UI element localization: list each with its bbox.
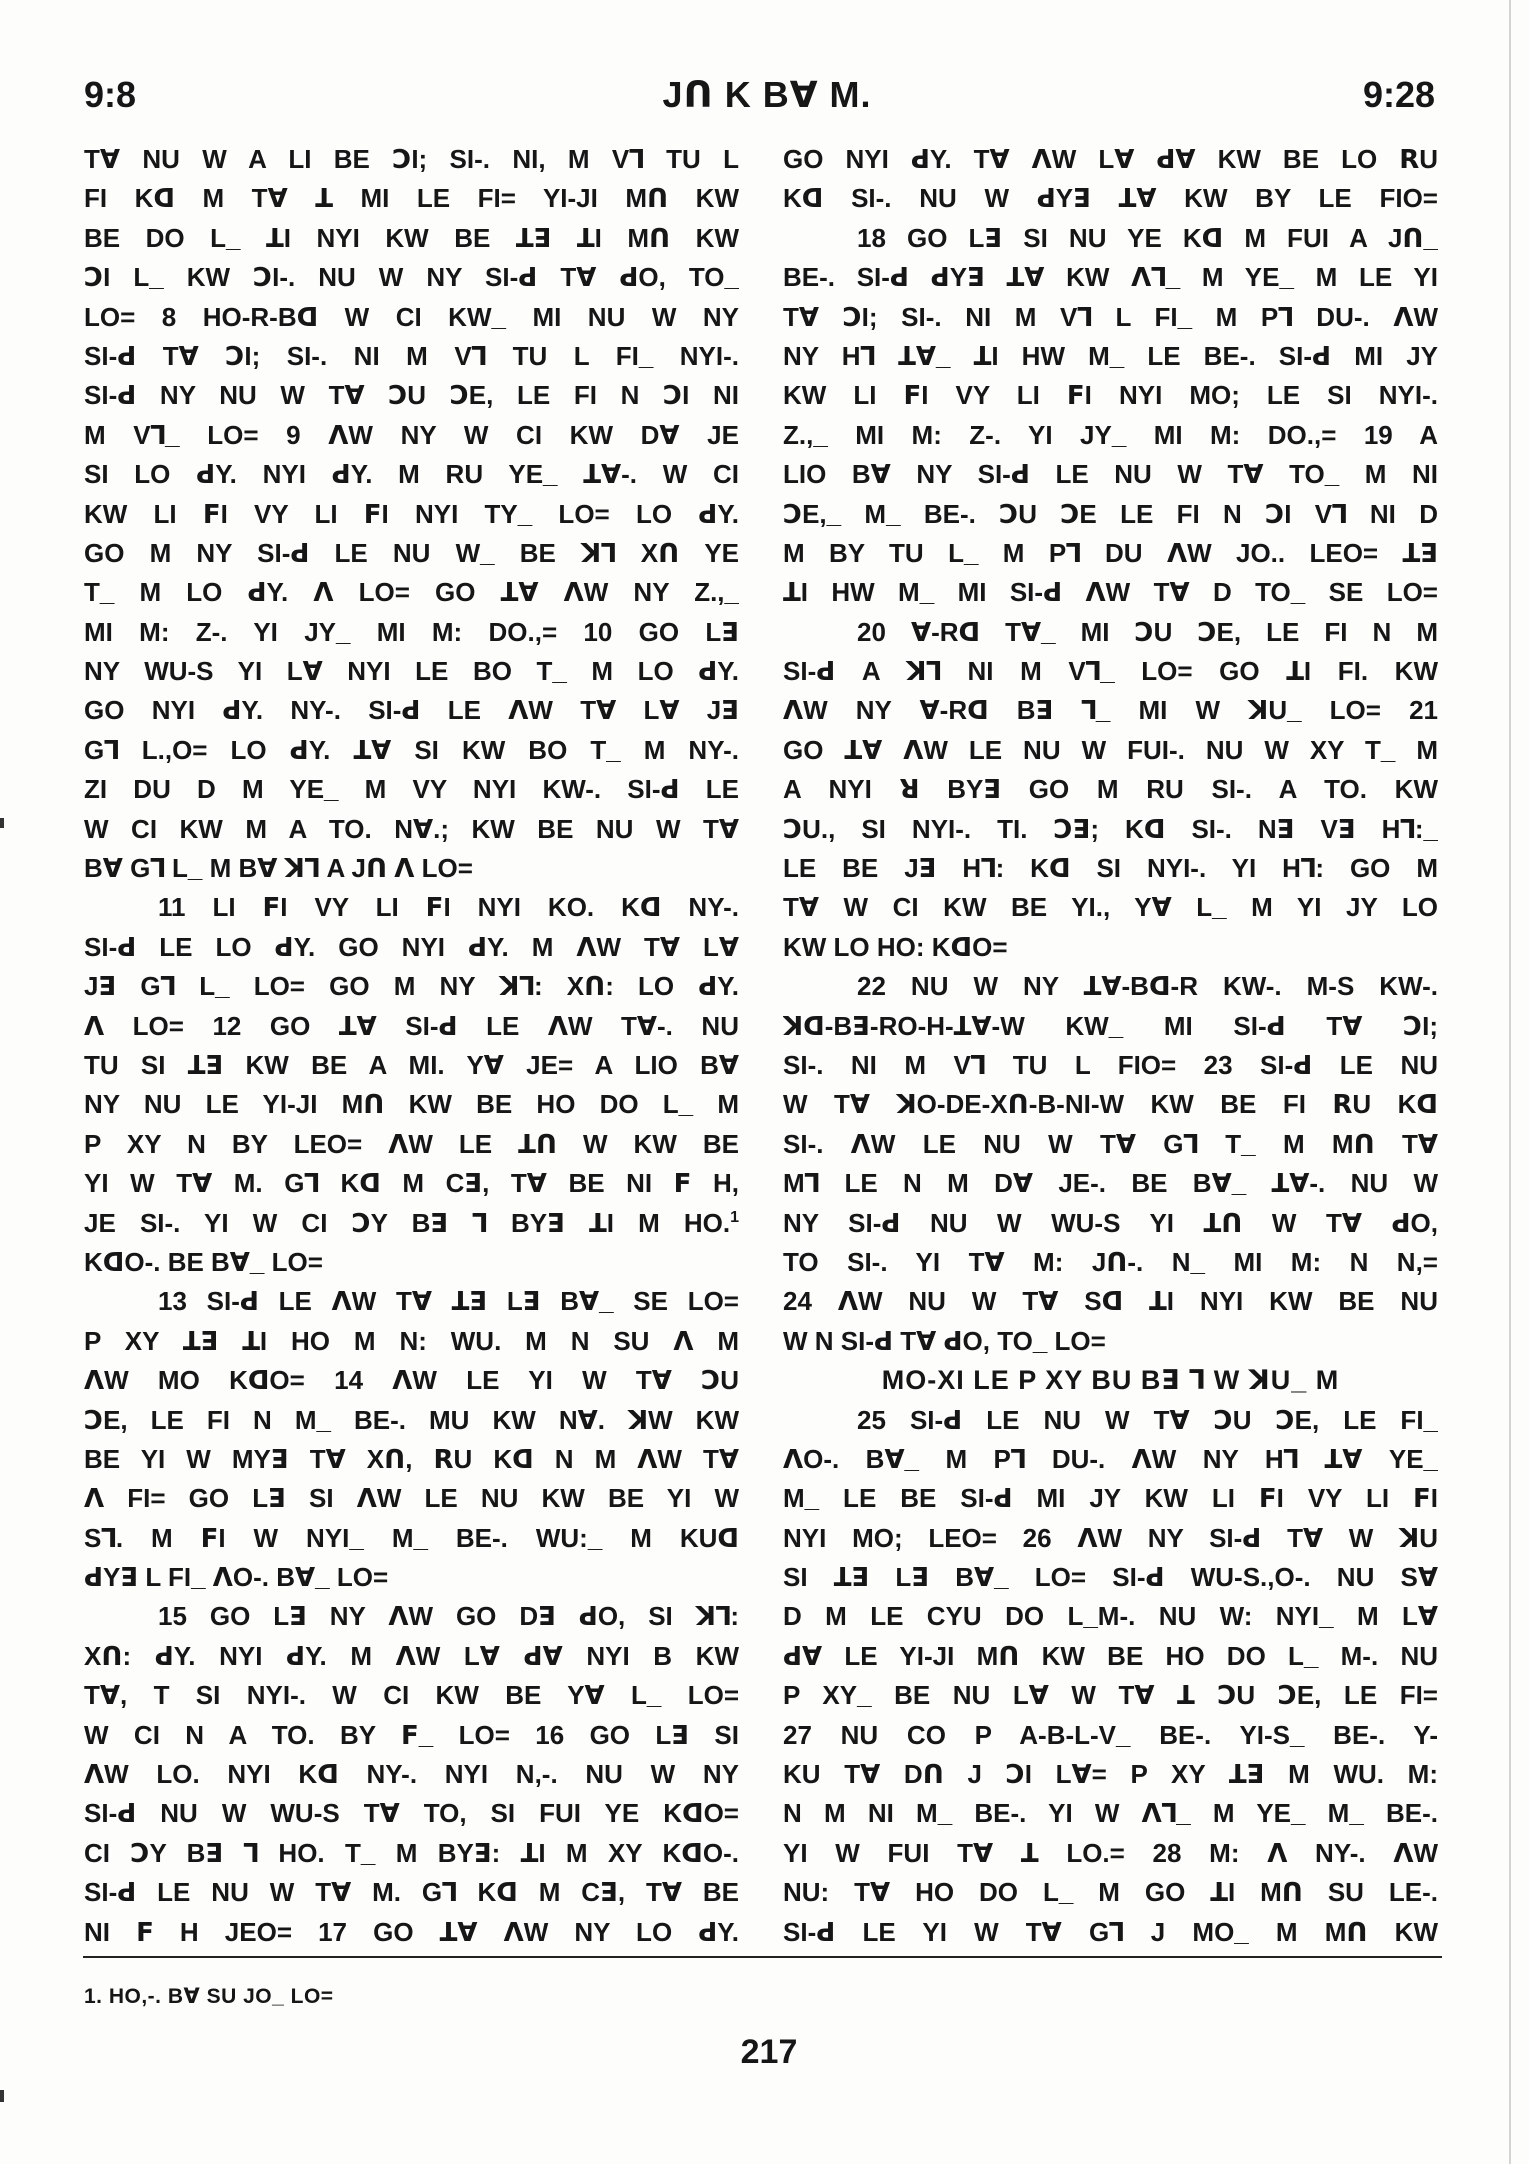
text-line bbox=[84, 1007, 739, 1046]
text-line bbox=[783, 1913, 1438, 1952]
line-text: GO NYI ꓒY. NY-. SI-ꓒ LE ꓥW Tꓯ Lꓯ Jꓱ bbox=[84, 695, 739, 726]
line-text: ꓥO-. Bꓯ_ M Pꓶ DU-. ꓥW NY Hꓶ ꓕꓯ YE_ bbox=[783, 1443, 1438, 1474]
text-line bbox=[783, 1716, 1438, 1755]
text-line bbox=[783, 1282, 1438, 1321]
line-text: KW LI ꓝI VY LI ꓝI NYI MO; LE SI NYI-. bbox=[783, 380, 1438, 411]
text-line bbox=[84, 1361, 739, 1400]
line-text: YI W Tꓯ M. Gꓶ Kꓷ M Cꓱ, Tꓯ BE NI ꓝ H, bbox=[84, 1168, 739, 1199]
text-line bbox=[84, 1597, 739, 1636]
text-line bbox=[84, 849, 739, 888]
line-text: Kꓷ SI-. NU W ꓒYꓱ ꓕꓯ KW BY LE FIO= bbox=[783, 183, 1438, 214]
text-line bbox=[84, 179, 739, 218]
line-text: TO SI-. YI Tꓯ M: Jꓵ-. N_ MI M: N N,= bbox=[783, 1246, 1438, 1277]
line-text: ꓥW MO KꓷO= 14 ꓥW LE YI W Tꓯ ꓛU bbox=[84, 1365, 739, 1396]
text-line bbox=[84, 455, 739, 494]
line-text: 24 ꓥW NU W Tꓯ Sꓷ ꓕI NYI KW BE NU bbox=[783, 1286, 1438, 1317]
line-text: D M LE CYU DO L_M-. NU W: NYI_ M Lꓯ bbox=[783, 1601, 1438, 1632]
line-text: 20 ꓯ-Rꓷ Tꓯ_ MI ꓛU ꓛE, LE FI N M bbox=[857, 616, 1438, 647]
line-text: NY NU LE YI-JI Mꓵ KW BE HO DO L_ M bbox=[84, 1089, 739, 1120]
line-text: GO NYI ꓒY. Tꓯ ꓥW Lꓯ ꓒꓯ KW BE LO ꓣU bbox=[783, 144, 1438, 174]
text-line bbox=[84, 1676, 739, 1715]
line-text: Gꓶ L.,O= LO ꓒY. ꓕꓯ SI KW BO T_ M NY-. bbox=[84, 734, 739, 765]
text-line bbox=[783, 219, 1438, 258]
line-text: A NYI ꓤ BYꓱ GO M RU SI-. A TO. KW bbox=[783, 774, 1438, 805]
line-text: YI W FUI Tꓯ ꓕ LO.= 28 M: ꓥ NY-. ꓥW bbox=[783, 1837, 1438, 1868]
line-text: KꓷO-. BE Bꓯ_ LO= bbox=[84, 1246, 323, 1277]
line-text: Mꓶ LE N M Dꓯ JE-. BE Bꓯ_ ꓕꓯ-. NU W bbox=[783, 1168, 1438, 1199]
line-text: W CI KW M A TO. Nꓯ.; KW BE NU W Tꓯ bbox=[84, 813, 739, 844]
line-text: CI ꓛY Bꓱ ꓶ HO. T_ M BYꓱ: ꓕI M XY KꓷO-. bbox=[84, 1837, 739, 1868]
text-line bbox=[783, 179, 1438, 218]
line-text: KU Tꓯ Dꓵ J ꓛI Lꓯ= P XY ꓕꓱ M WU. M: bbox=[783, 1759, 1438, 1790]
footnote: 1. HO,-. Bꓯ SU JO_ LO= bbox=[84, 1985, 334, 2008]
line-text: NU: Tꓯ HO DO L_ M GO ꓕI Mꓵ SU LE-. bbox=[783, 1877, 1438, 1908]
line-text: KW LI ꓝI VY LI ꓝI NYI TY_ LO= LO ꓒY. bbox=[84, 498, 739, 529]
line-text: NY Hꓶ ꓕꓯ_ ꓕI HW M_ LE BE-. SI-ꓒ MI JY bbox=[783, 340, 1438, 371]
text-line bbox=[783, 455, 1438, 494]
text-line bbox=[783, 376, 1438, 415]
text-line bbox=[783, 1755, 1438, 1794]
text-line bbox=[783, 1440, 1438, 1479]
line-text: M BY TU L_ M Pꓶ DU ꓥW JO.. LEO= ꓕꓱ bbox=[783, 537, 1438, 568]
line-text: MI M: Z-. YI JY_ MI M: DO.,= 10 GO Lꓱ bbox=[84, 616, 739, 647]
line-text: LO= 8 HO-R-Bꓷ W CI KW_ MI NU W NY bbox=[84, 301, 739, 332]
text-line bbox=[783, 534, 1438, 573]
line-text: GO M NY SI-ꓒ LE NU W_ BE ꓘꓶ Xꓵ YE bbox=[84, 537, 739, 568]
text-line bbox=[84, 1440, 739, 1479]
text-line bbox=[783, 613, 1438, 652]
text-line bbox=[783, 1597, 1438, 1636]
line-text: 11 LI ꓝI VY LI ꓝI NYI KO. Kꓷ NY-. bbox=[158, 892, 739, 923]
text-line bbox=[84, 298, 739, 337]
line-text: P XY_ BE NU Lꓯ W Tꓯ ꓕ ꓛU ꓛE, LE FI= bbox=[783, 1680, 1438, 1711]
line-text: Tꓯ, T SI NYI-. W CI KW BE Yꓯ L_ LO= bbox=[84, 1680, 739, 1711]
text-line bbox=[84, 1913, 739, 1952]
line-text: JE SI-. YI W CI ꓛY Bꓱ ꓶ BYꓱ ꓕI M HO. bbox=[84, 1207, 731, 1238]
text-line bbox=[783, 573, 1438, 612]
line-text: SI ꓕꓱ Lꓱ Bꓯ_ LO= SI-ꓒ WU-S.,O-. NU Sꓯ bbox=[783, 1562, 1438, 1593]
line-text: BE YI W MYꓱ Tꓯ Xꓵ, ꓣU Kꓷ N M ꓥW Tꓯ bbox=[84, 1443, 739, 1474]
text-line bbox=[84, 1046, 739, 1085]
section-heading-text: MO-XI LE P XY BU Bꓱ ꓶ W ꓘU_ M bbox=[881, 1365, 1340, 1396]
line-text: SI-ꓒ A ꓘꓶ NI M Vꓶ_ LO= GO ꓕI FI. KW bbox=[783, 656, 1438, 687]
line-text: FI Kꓷ M Tꓯ ꓕ MI LE FI= YI-JI Mꓵ KW bbox=[84, 183, 739, 214]
text-line bbox=[84, 1479, 739, 1518]
line-text: 25 SI-ꓒ LE NU W Tꓯ ꓛU ꓛE, LE FI_ bbox=[857, 1404, 1438, 1435]
text-line bbox=[783, 1873, 1438, 1912]
page-edge-shadow bbox=[1509, 0, 1511, 2164]
text-line bbox=[84, 928, 739, 967]
text-line bbox=[783, 928, 1438, 967]
line-text: ꓥ FI= GO Lꓱ SI ꓥW LE NU KW BE YI W bbox=[84, 1483, 739, 1514]
text-line bbox=[783, 967, 1438, 1006]
text-line bbox=[783, 1204, 1438, 1243]
line-text: SI-. ꓥW LE NU W Tꓯ Gꓶ T_ M Mꓵ Tꓯ bbox=[783, 1128, 1438, 1159]
line-text: W N SI-ꓒ Tꓯ ꓒO, TO_ LO= bbox=[783, 1325, 1106, 1356]
text-line bbox=[783, 258, 1438, 297]
text-line bbox=[84, 691, 739, 730]
line-text: W CI N A TO. BY ꓝ_ LO= 16 GO Lꓱ SI bbox=[84, 1719, 739, 1750]
line-text: 13 SI-ꓒ LE ꓥW Tꓯ ꓕꓱ Lꓱ Bꓯ_ SE LO= bbox=[158, 1286, 739, 1317]
line-text: P XY N BY LEO= ꓥW LE ꓕꓵ W KW BE bbox=[84, 1128, 739, 1159]
text-line bbox=[84, 1637, 739, 1676]
text-line bbox=[783, 298, 1438, 337]
line-text: Z.,_ MI M: Z-. YI JY_ MI M: DO.,= 19 A bbox=[783, 419, 1438, 450]
text-line bbox=[783, 1125, 1438, 1164]
text-line bbox=[84, 495, 739, 534]
line-text: ꓕI HW M_ MI SI-ꓒ ꓥW Tꓯ D TO_ SE LO= bbox=[783, 577, 1438, 608]
text-line bbox=[783, 416, 1438, 455]
text-line bbox=[84, 1085, 739, 1124]
text-line bbox=[783, 1558, 1438, 1597]
line-text: BE-. SI-ꓒ ꓒYꓱ ꓕꓯ KW ꓥꓶ_ M YE_ M LE YI bbox=[783, 262, 1438, 293]
text-line bbox=[84, 337, 739, 376]
line-text: BE DO L_ ꓕI NYI KW BE ꓕꓱ ꓕI Mꓵ KW bbox=[84, 222, 739, 253]
line-text: ꓥW LO. NYI Kꓷ NY-. NYI N,-. NU W NY bbox=[84, 1759, 739, 1790]
line-text: N M NI M_ BE-. YI W ꓥꓶ_ M YE_ M_ BE-. bbox=[783, 1798, 1438, 1829]
line-text: Jꓱ Gꓶ L_ LO= GO M NY ꓘꓶ: Xꓵ: LO ꓒY. bbox=[84, 971, 739, 1002]
text-line bbox=[783, 849, 1438, 888]
text-line bbox=[84, 810, 739, 849]
text-line bbox=[783, 731, 1438, 770]
line-text: T_ M LO ꓒY. ꓥ LO= GO ꓕꓯ ꓥW NY Z.,_ bbox=[84, 577, 739, 608]
footnote-marker: 1 bbox=[730, 1208, 739, 1226]
line-text: LIO Bꓯ NY SI-ꓒ LE NU W Tꓯ TO_ M NI bbox=[783, 459, 1438, 490]
text-line bbox=[783, 1243, 1438, 1282]
line-text: ꓒꓯ LE YI-JI Mꓵ KW BE HO DO L_ M-. NU bbox=[783, 1640, 1438, 1671]
text-line bbox=[84, 1204, 739, 1243]
text-line bbox=[84, 652, 739, 691]
running-head-book-title: Jꓵ K Bꓯ M. bbox=[662, 74, 872, 115]
text-line bbox=[783, 1479, 1438, 1518]
line-text: Xꓵ: ꓒY. NYI ꓒY. M ꓥW Lꓯ ꓒꓯ NYI B KW bbox=[84, 1640, 739, 1671]
text-line bbox=[84, 1834, 739, 1873]
left-text-column bbox=[84, 140, 739, 1952]
text-line bbox=[84, 770, 739, 809]
text-line bbox=[783, 1834, 1438, 1873]
text-line bbox=[84, 534, 739, 573]
line-text: ꓛE, LE FI N M_ BE-. MU KW Nꓯ. ꓘW KW bbox=[84, 1404, 739, 1435]
text-line bbox=[84, 1322, 739, 1361]
text-line bbox=[84, 573, 739, 612]
text-line bbox=[783, 1046, 1438, 1085]
text-line bbox=[783, 1322, 1438, 1361]
line-text: ꓒYꓱ L FI_ ꓥO-. Bꓯ_ LO= bbox=[84, 1562, 389, 1593]
line-text: KW LO HO: KꓷO= bbox=[783, 931, 1008, 962]
text-line bbox=[84, 416, 739, 455]
line-text: SI-ꓒ NY NU W Tꓯ ꓛU ꓛE, LE FI N ꓛI NI bbox=[84, 380, 739, 411]
line-text: 15 GO Lꓱ NY ꓥW GO Dꓱ ꓒO, SI ꓘꓶ: bbox=[158, 1601, 739, 1632]
text-line bbox=[783, 691, 1438, 730]
scan-speck bbox=[0, 818, 4, 828]
line-text: ꓛI L_ KW ꓛI-. NU W NY SI-ꓒ Tꓯ ꓒO, TO_ bbox=[84, 262, 739, 293]
text-line bbox=[84, 1125, 739, 1164]
text-line bbox=[84, 1755, 739, 1794]
line-text: 22 NU W NY ꓕꓯ-Bꓷ-R KW-. M-S KW-. bbox=[857, 971, 1438, 1002]
line-text: Tꓯ W CI KW BE YI., Yꓯ L_ M YI JY LO bbox=[783, 892, 1438, 923]
text-line bbox=[84, 219, 739, 258]
text-line bbox=[783, 140, 1438, 179]
text-line bbox=[84, 1558, 739, 1597]
right-text-column bbox=[783, 140, 1438, 1952]
text-line bbox=[783, 337, 1438, 376]
text-line bbox=[783, 810, 1438, 849]
line-text: ꓛE,_ M_ BE-. ꓛU ꓛE LE FI N ꓛI Vꓶ NI D bbox=[783, 498, 1438, 529]
scan-speck bbox=[0, 2090, 4, 2102]
text-line bbox=[783, 1794, 1438, 1833]
text-line bbox=[84, 888, 739, 927]
section-heading bbox=[783, 1361, 1438, 1400]
line-text: Sꓶ. M ꓝI W NYI_ M_ BE-. WU:_ M KUꓷ bbox=[84, 1522, 739, 1553]
line-text: NY WU-S YI Lꓯ NYI LE BO T_ M LO ꓒY. bbox=[84, 656, 739, 687]
line-text: NI ꓝ H JEO= 17 GO ꓕꓯ ꓥW NY LO ꓒY. bbox=[84, 1916, 739, 1947]
line-text: SI-. NI M Vꓶ TU L FIO= 23 SI-ꓒ LE NU bbox=[783, 1049, 1438, 1080]
line-text: SI-ꓒ Tꓯ ꓛI; SI-. NI M Vꓶ TU L FI_ NYI-. bbox=[84, 340, 739, 371]
text-line bbox=[84, 376, 739, 415]
line-text: SI-ꓒ NU W WU-S Tꓯ TO, SI FUI YE KꓷO= bbox=[84, 1798, 739, 1829]
line-text: ZI DU D M YE_ M VY NYI KW-. SI-ꓒ LE bbox=[84, 774, 739, 805]
line-text: Tꓯ ꓛI; SI-. NI M Vꓶ L FI_ M Pꓶ DU-. ꓥW bbox=[783, 301, 1438, 332]
text-line bbox=[84, 1716, 739, 1755]
text-line bbox=[783, 495, 1438, 534]
line-text: TU SI ꓕꓱ KW BE A MI. Yꓯ JE= A LIO Bꓯ bbox=[84, 1049, 739, 1080]
text-line bbox=[84, 1519, 739, 1558]
text-line bbox=[84, 1282, 739, 1321]
line-text: LE BE Jꓱ Hꓶ: Kꓷ SI NYI-. YI Hꓶ: GO M bbox=[783, 853, 1438, 884]
line-text: ꓥW NY ꓯ-Rꓷ Bꓱ ꓶ_ MI W ꓘU_ LO= 21 bbox=[783, 695, 1438, 726]
text-line bbox=[783, 1085, 1438, 1124]
text-line bbox=[783, 1401, 1438, 1440]
text-line bbox=[84, 1873, 739, 1912]
line-text: SI-ꓒ LE YI W Tꓯ Gꓶ J MO_ M Mꓵ KW bbox=[783, 1916, 1438, 1947]
text-line bbox=[783, 1007, 1438, 1046]
line-text: M_ LE BE SI-ꓒ MI JY KW LI ꓝI VY LI ꓝI bbox=[783, 1483, 1438, 1514]
text-line bbox=[84, 1164, 739, 1203]
line-text: P XY ꓕꓱ ꓕI HO M N: WU. M N SU ꓥ M bbox=[84, 1325, 739, 1356]
text-line bbox=[783, 1637, 1438, 1676]
line-text: NYI MO; LEO= 26 ꓥW NY SI-ꓒ Tꓯ W ꓘU bbox=[783, 1522, 1438, 1553]
text-line bbox=[84, 967, 739, 1006]
line-text: SI LO ꓒY. NYI ꓒY. M RU YE_ ꓕꓯ-. W CI bbox=[84, 459, 739, 490]
running-head-start-reference: 9:8 bbox=[84, 74, 137, 115]
text-line bbox=[783, 888, 1438, 927]
line-text: ꓥ LO= 12 GO ꓕꓯ SI-ꓒ LE ꓥW Tꓯ-. NU bbox=[84, 1010, 739, 1041]
text-line bbox=[783, 1676, 1438, 1715]
page-number: 217 bbox=[740, 2033, 798, 2071]
line-text: 27 NU CO P A-B-L-V_ BE-. YI-S_ BE-. Y- bbox=[783, 1719, 1438, 1750]
running-head-end-reference: 9:28 bbox=[1362, 74, 1435, 115]
line-text: ꓛU., SI NYI-. TI. ꓛꓱ; Kꓷ SI-. Nꓱ Vꓱ Hꓶ:_ bbox=[783, 813, 1438, 844]
text-line bbox=[783, 1519, 1438, 1558]
text-line bbox=[84, 258, 739, 297]
text-line bbox=[84, 731, 739, 770]
line-text: ꓘꓷ-Bꓱ-RO-H-ꓕꓯ-W KW_ MI SI-ꓒ Tꓯ ꓛI; bbox=[783, 1010, 1438, 1041]
line-text: W Tꓯ ꓘO-DE-Xꓵ-B-NI-W KW BE FI ꓣU Kꓷ bbox=[783, 1089, 1438, 1120]
line-text: 18 GO Lꓱ SI NU YE Kꓷ M FUI A Jꓵ_ bbox=[857, 222, 1438, 253]
line-text: NY SI-ꓒ NU W WU-S YI ꓕꓵ W Tꓯ ꓒO, bbox=[783, 1207, 1438, 1238]
line-text: GO ꓕꓯ ꓥW LE NU W FUI-. NU W XY T_ M bbox=[783, 734, 1438, 765]
line-text: Tꓯ NU W A LI BE ꓛI; SI-. NI, M Vꓶ TU L bbox=[84, 144, 739, 174]
text-line bbox=[84, 140, 739, 179]
footnote-divider bbox=[83, 1956, 1442, 1958]
text-line bbox=[84, 1794, 739, 1833]
text-line bbox=[783, 1164, 1438, 1203]
text-line bbox=[84, 1243, 739, 1282]
line-text: Bꓯ Gꓶ L_ M Bꓯ ꓘꓶ A Jꓵ ꓥ LO= bbox=[84, 853, 473, 884]
line-text: SI-ꓒ LE NU W Tꓯ M. Gꓶ Kꓷ M Cꓱ, Tꓯ BE bbox=[84, 1877, 739, 1908]
line-text: SI-ꓒ LE LO ꓒY. GO NYI ꓒY. M ꓥW Tꓯ Lꓯ bbox=[84, 931, 739, 962]
text-line bbox=[783, 770, 1438, 809]
text-line bbox=[84, 613, 739, 652]
text-line bbox=[84, 1401, 739, 1440]
line-text: M Vꓶ_ LO= 9 ꓥW NY W CI KW Dꓯ JE bbox=[84, 419, 739, 450]
text-line bbox=[783, 652, 1438, 691]
